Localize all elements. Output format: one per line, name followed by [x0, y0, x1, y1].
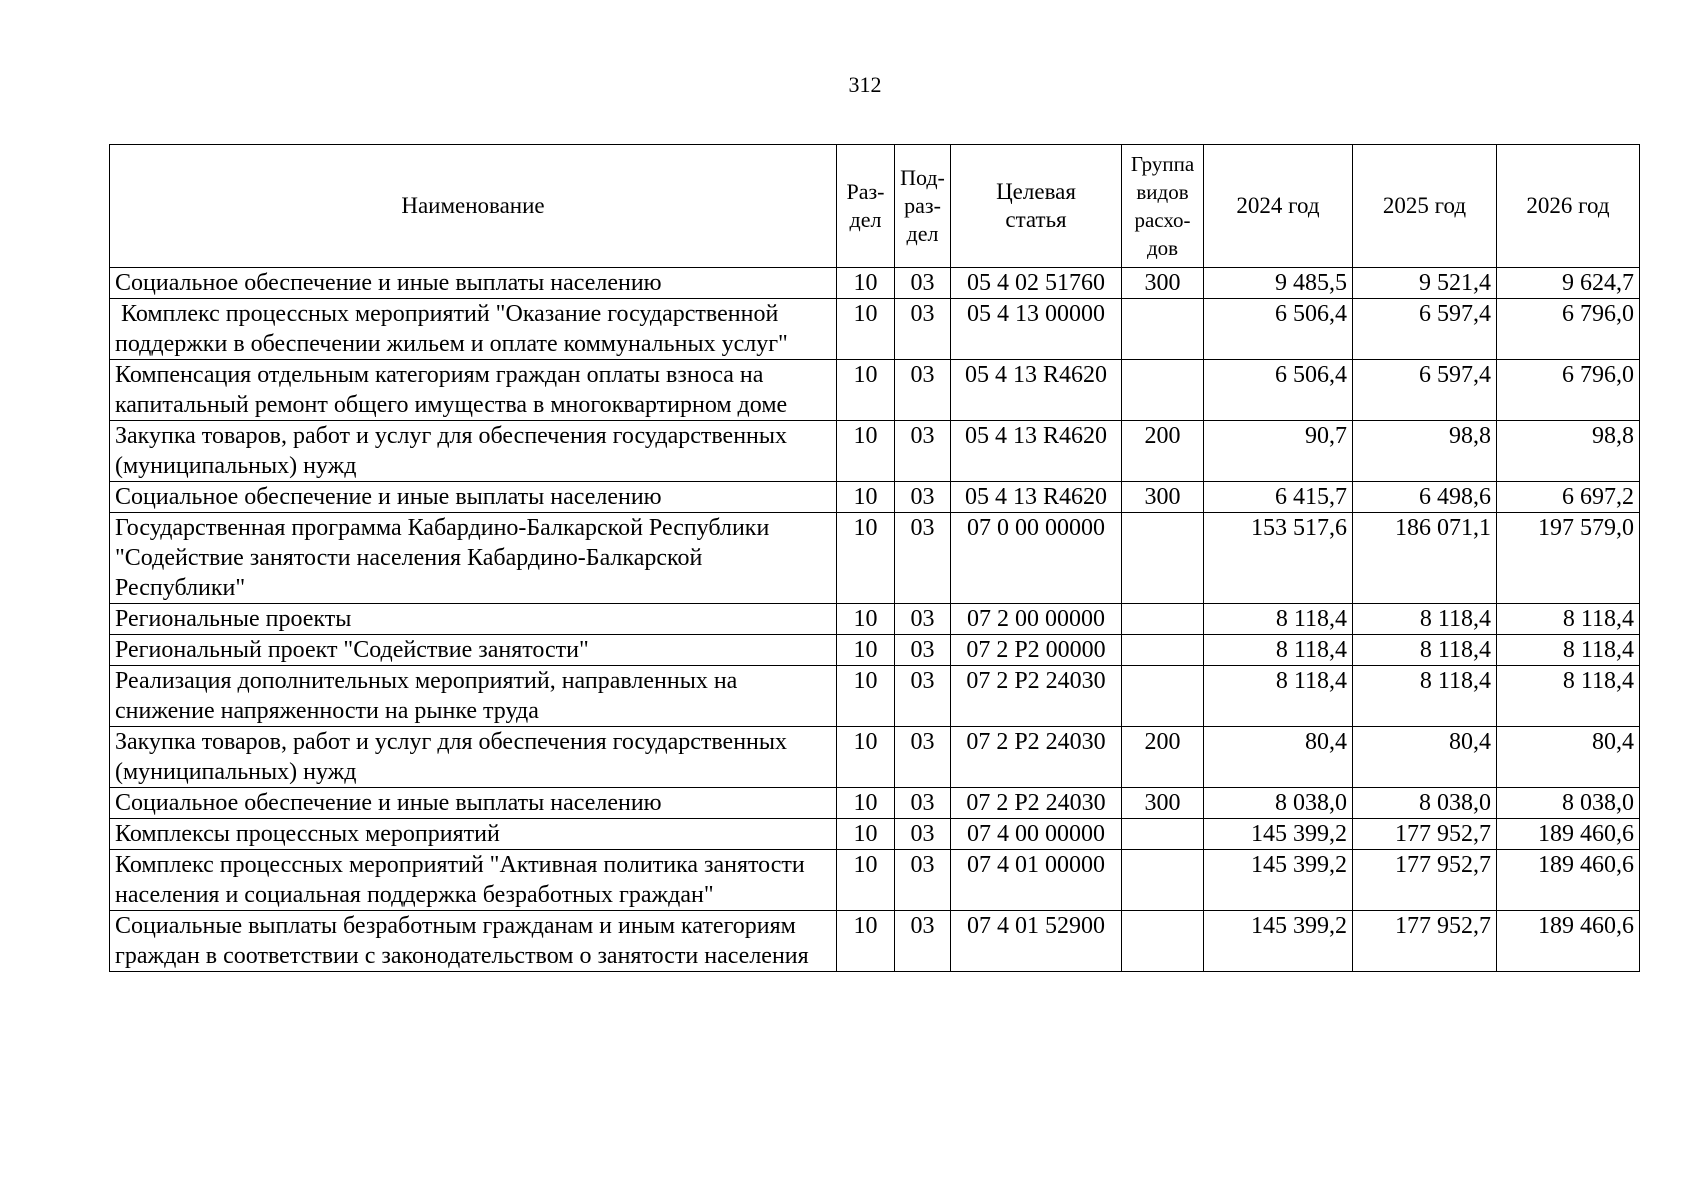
- cell-name: Реализация дополнительных мероприятий, направленных на снижение напряженности на рынке труда: [110, 666, 837, 727]
- header-podrazdel-text: Под- раз- дел: [900, 165, 945, 246]
- cell-group: 200: [1122, 421, 1204, 482]
- cell-2024: 8 118,4: [1204, 635, 1353, 666]
- cell-group: 300: [1122, 268, 1204, 299]
- cell-group: 300: [1122, 482, 1204, 513]
- cell-podrazdel: 03: [895, 482, 951, 513]
- cell-2024: 8 038,0: [1204, 788, 1353, 819]
- header-2025: 2025 год: [1353, 145, 1497, 268]
- cell-target: 07 2 P2 24030: [951, 788, 1122, 819]
- table-body: [110, 268, 1640, 972]
- header-group: [1122, 145, 1204, 268]
- budget-table: [109, 144, 1640, 972]
- cell-2026: 6 796,0: [1497, 299, 1640, 360]
- cell-2025: 80,4: [1353, 727, 1497, 788]
- cell-2025: 6 597,4: [1353, 299, 1497, 360]
- cell-2026: 189 460,6: [1497, 911, 1640, 972]
- cell-podrazdel: 03: [895, 850, 951, 911]
- header-name: Наименование: [110, 145, 837, 268]
- cell-2024: 6 415,7: [1204, 482, 1353, 513]
- cell-razdel: 10: [837, 421, 895, 482]
- cell-2025: 9 521,4: [1353, 268, 1497, 299]
- header-row: [110, 145, 1640, 268]
- cell-podrazdel: 03: [895, 360, 951, 421]
- cell-2025: 8 038,0: [1353, 788, 1497, 819]
- cell-name: Социальные выплаты безработным гражданам и иным категориям граждан в соответствии с законодательством о занятости населения: [110, 911, 837, 972]
- cell-razdel: 10: [837, 850, 895, 911]
- table-row: [110, 360, 1640, 421]
- cell-group: [1122, 911, 1204, 972]
- cell-name: Комплекс процессных мероприятий "Оказание государственной поддержки в обеспечении жильем и оплате коммунальных услуг": [110, 299, 837, 360]
- cell-2024: 8 118,4: [1204, 604, 1353, 635]
- cell-name: Комплекс процессных мероприятий "Активная политика занятости населения и социальная поддержка безработных граждан": [110, 850, 837, 911]
- cell-podrazdel: 03: [895, 788, 951, 819]
- cell-name: Региональный проект "Содействие занятости": [110, 635, 837, 666]
- table-row: [110, 482, 1640, 513]
- table-row: [110, 727, 1640, 788]
- cell-razdel: 10: [837, 911, 895, 972]
- cell-razdel: 10: [837, 482, 895, 513]
- cell-2024: 6 506,4: [1204, 299, 1353, 360]
- cell-podrazdel: 03: [895, 604, 951, 635]
- cell-group: 300: [1122, 788, 1204, 819]
- cell-group: [1122, 360, 1204, 421]
- cell-razdel: 10: [837, 513, 895, 604]
- table-row: [110, 604, 1640, 635]
- table-row: [110, 299, 1640, 360]
- cell-podrazdel: 03: [895, 727, 951, 788]
- cell-group: [1122, 299, 1204, 360]
- header-group-text: Группа видов расхо- дов: [1130, 152, 1195, 260]
- cell-name: Закупка товаров, работ и услуг для обеспечения государственных (муниципальных) нужд: [110, 727, 837, 788]
- cell-podrazdel: 03: [895, 299, 951, 360]
- header-target-text: Целевая статья: [996, 179, 1076, 232]
- cell-2024: 8 118,4: [1204, 666, 1353, 727]
- cell-razdel: 10: [837, 788, 895, 819]
- table-row: [110, 513, 1640, 604]
- cell-2025: 6 498,6: [1353, 482, 1497, 513]
- table-row: [110, 788, 1640, 819]
- cell-razdel: 10: [837, 604, 895, 635]
- cell-podrazdel: 03: [895, 268, 951, 299]
- cell-target: 05 4 13 00000: [951, 299, 1122, 360]
- cell-2025: 8 118,4: [1353, 604, 1497, 635]
- cell-name: Комплексы процессных мероприятий: [110, 819, 837, 850]
- cell-2026: 80,4: [1497, 727, 1640, 788]
- cell-2026: 189 460,6: [1497, 850, 1640, 911]
- cell-name: Региональные проекты: [110, 604, 837, 635]
- cell-2025: 6 597,4: [1353, 360, 1497, 421]
- cell-2026: 8 118,4: [1497, 604, 1640, 635]
- cell-target: 07 0 00 00000: [951, 513, 1122, 604]
- cell-2024: 90,7: [1204, 421, 1353, 482]
- cell-target: 07 2 P2 24030: [951, 727, 1122, 788]
- cell-razdel: 10: [837, 666, 895, 727]
- cell-target: 07 2 P2 00000: [951, 635, 1122, 666]
- cell-podrazdel: 03: [895, 911, 951, 972]
- cell-razdel: 10: [837, 360, 895, 421]
- cell-2024: 145 399,2: [1204, 911, 1353, 972]
- cell-name: Социальное обеспечение и иные выплаты населению: [110, 788, 837, 819]
- cell-razdel: 10: [837, 819, 895, 850]
- cell-razdel: 10: [837, 635, 895, 666]
- cell-target: 05 4 13 R4620: [951, 421, 1122, 482]
- cell-2024: 145 399,2: [1204, 850, 1353, 911]
- cell-group: 200: [1122, 727, 1204, 788]
- cell-target: 05 4 13 R4620: [951, 482, 1122, 513]
- cell-razdel: 10: [837, 299, 895, 360]
- cell-group: [1122, 666, 1204, 727]
- cell-group: [1122, 819, 1204, 850]
- cell-podrazdel: 03: [895, 666, 951, 727]
- cell-name: Социальное обеспечение и иные выплаты населению: [110, 482, 837, 513]
- cell-2026: 6 796,0: [1497, 360, 1640, 421]
- table-row: [110, 850, 1640, 911]
- table-row: [110, 635, 1640, 666]
- cell-target: 05 4 13 R4620: [951, 360, 1122, 421]
- page-number: 312: [848, 72, 882, 97]
- table-row: [110, 819, 1640, 850]
- table-row: [110, 421, 1640, 482]
- cell-target: 07 4 00 00000: [951, 819, 1122, 850]
- cell-razdel: 10: [837, 727, 895, 788]
- cell-target: 07 4 01 00000: [951, 850, 1122, 911]
- cell-2025: 177 952,7: [1353, 850, 1497, 911]
- cell-2026: 8 118,4: [1497, 635, 1640, 666]
- header-2024: 2024 год: [1204, 145, 1353, 268]
- cell-2025: 177 952,7: [1353, 819, 1497, 850]
- table-row: [110, 268, 1640, 299]
- cell-2024: 153 517,6: [1204, 513, 1353, 604]
- cell-name: Государственная программа Кабардино-Балкарской Республики "Содействие занятости населения Кабардино-Балкарской Республики": [110, 513, 837, 604]
- header-razdel: [837, 145, 895, 268]
- table-header: [110, 145, 1640, 268]
- table-row: [110, 666, 1640, 727]
- cell-target: 07 2 00 00000: [951, 604, 1122, 635]
- cell-2025: 8 118,4: [1353, 635, 1497, 666]
- cell-2024: 6 506,4: [1204, 360, 1353, 421]
- cell-group: [1122, 850, 1204, 911]
- cell-2025: 98,8: [1353, 421, 1497, 482]
- cell-podrazdel: 03: [895, 513, 951, 604]
- cell-target: 07 2 P2 24030: [951, 666, 1122, 727]
- cell-razdel: 10: [837, 268, 895, 299]
- cell-podrazdel: 03: [895, 635, 951, 666]
- header-target: [951, 145, 1122, 268]
- cell-2024: 145 399,2: [1204, 819, 1353, 850]
- cell-group: [1122, 604, 1204, 635]
- header-podrazdel: [895, 145, 951, 268]
- cell-podrazdel: 03: [895, 421, 951, 482]
- cell-name: Закупка товаров, работ и услуг для обеспечения государственных (муниципальных) нужд: [110, 421, 837, 482]
- cell-2025: 8 118,4: [1353, 666, 1497, 727]
- cell-2026: 189 460,6: [1497, 819, 1640, 850]
- cell-target: 05 4 02 51760: [951, 268, 1122, 299]
- cell-2026: 98,8: [1497, 421, 1640, 482]
- cell-name: Компенсация отдельным категориям граждан оплаты взноса на капитальный ремонт общего имущества в многоквартирном доме: [110, 360, 837, 421]
- cell-2026: 9 624,7: [1497, 268, 1640, 299]
- cell-2025: 177 952,7: [1353, 911, 1497, 972]
- cell-2026: 8 038,0: [1497, 788, 1640, 819]
- table-row: [110, 911, 1640, 972]
- header-razdel-text: Раз- дел: [846, 179, 885, 232]
- cell-2025: 186 071,1: [1353, 513, 1497, 604]
- cell-target: 07 4 01 52900: [951, 911, 1122, 972]
- header-2026: 2026 год: [1497, 145, 1640, 268]
- cell-group: [1122, 513, 1204, 604]
- cell-podrazdel: 03: [895, 819, 951, 850]
- cell-group: [1122, 635, 1204, 666]
- cell-2026: 8 118,4: [1497, 666, 1640, 727]
- cell-2026: 197 579,0: [1497, 513, 1640, 604]
- cell-2024: 80,4: [1204, 727, 1353, 788]
- cell-name: Социальное обеспечение и иные выплаты населению: [110, 268, 837, 299]
- cell-2026: 6 697,2: [1497, 482, 1640, 513]
- cell-2024: 9 485,5: [1204, 268, 1353, 299]
